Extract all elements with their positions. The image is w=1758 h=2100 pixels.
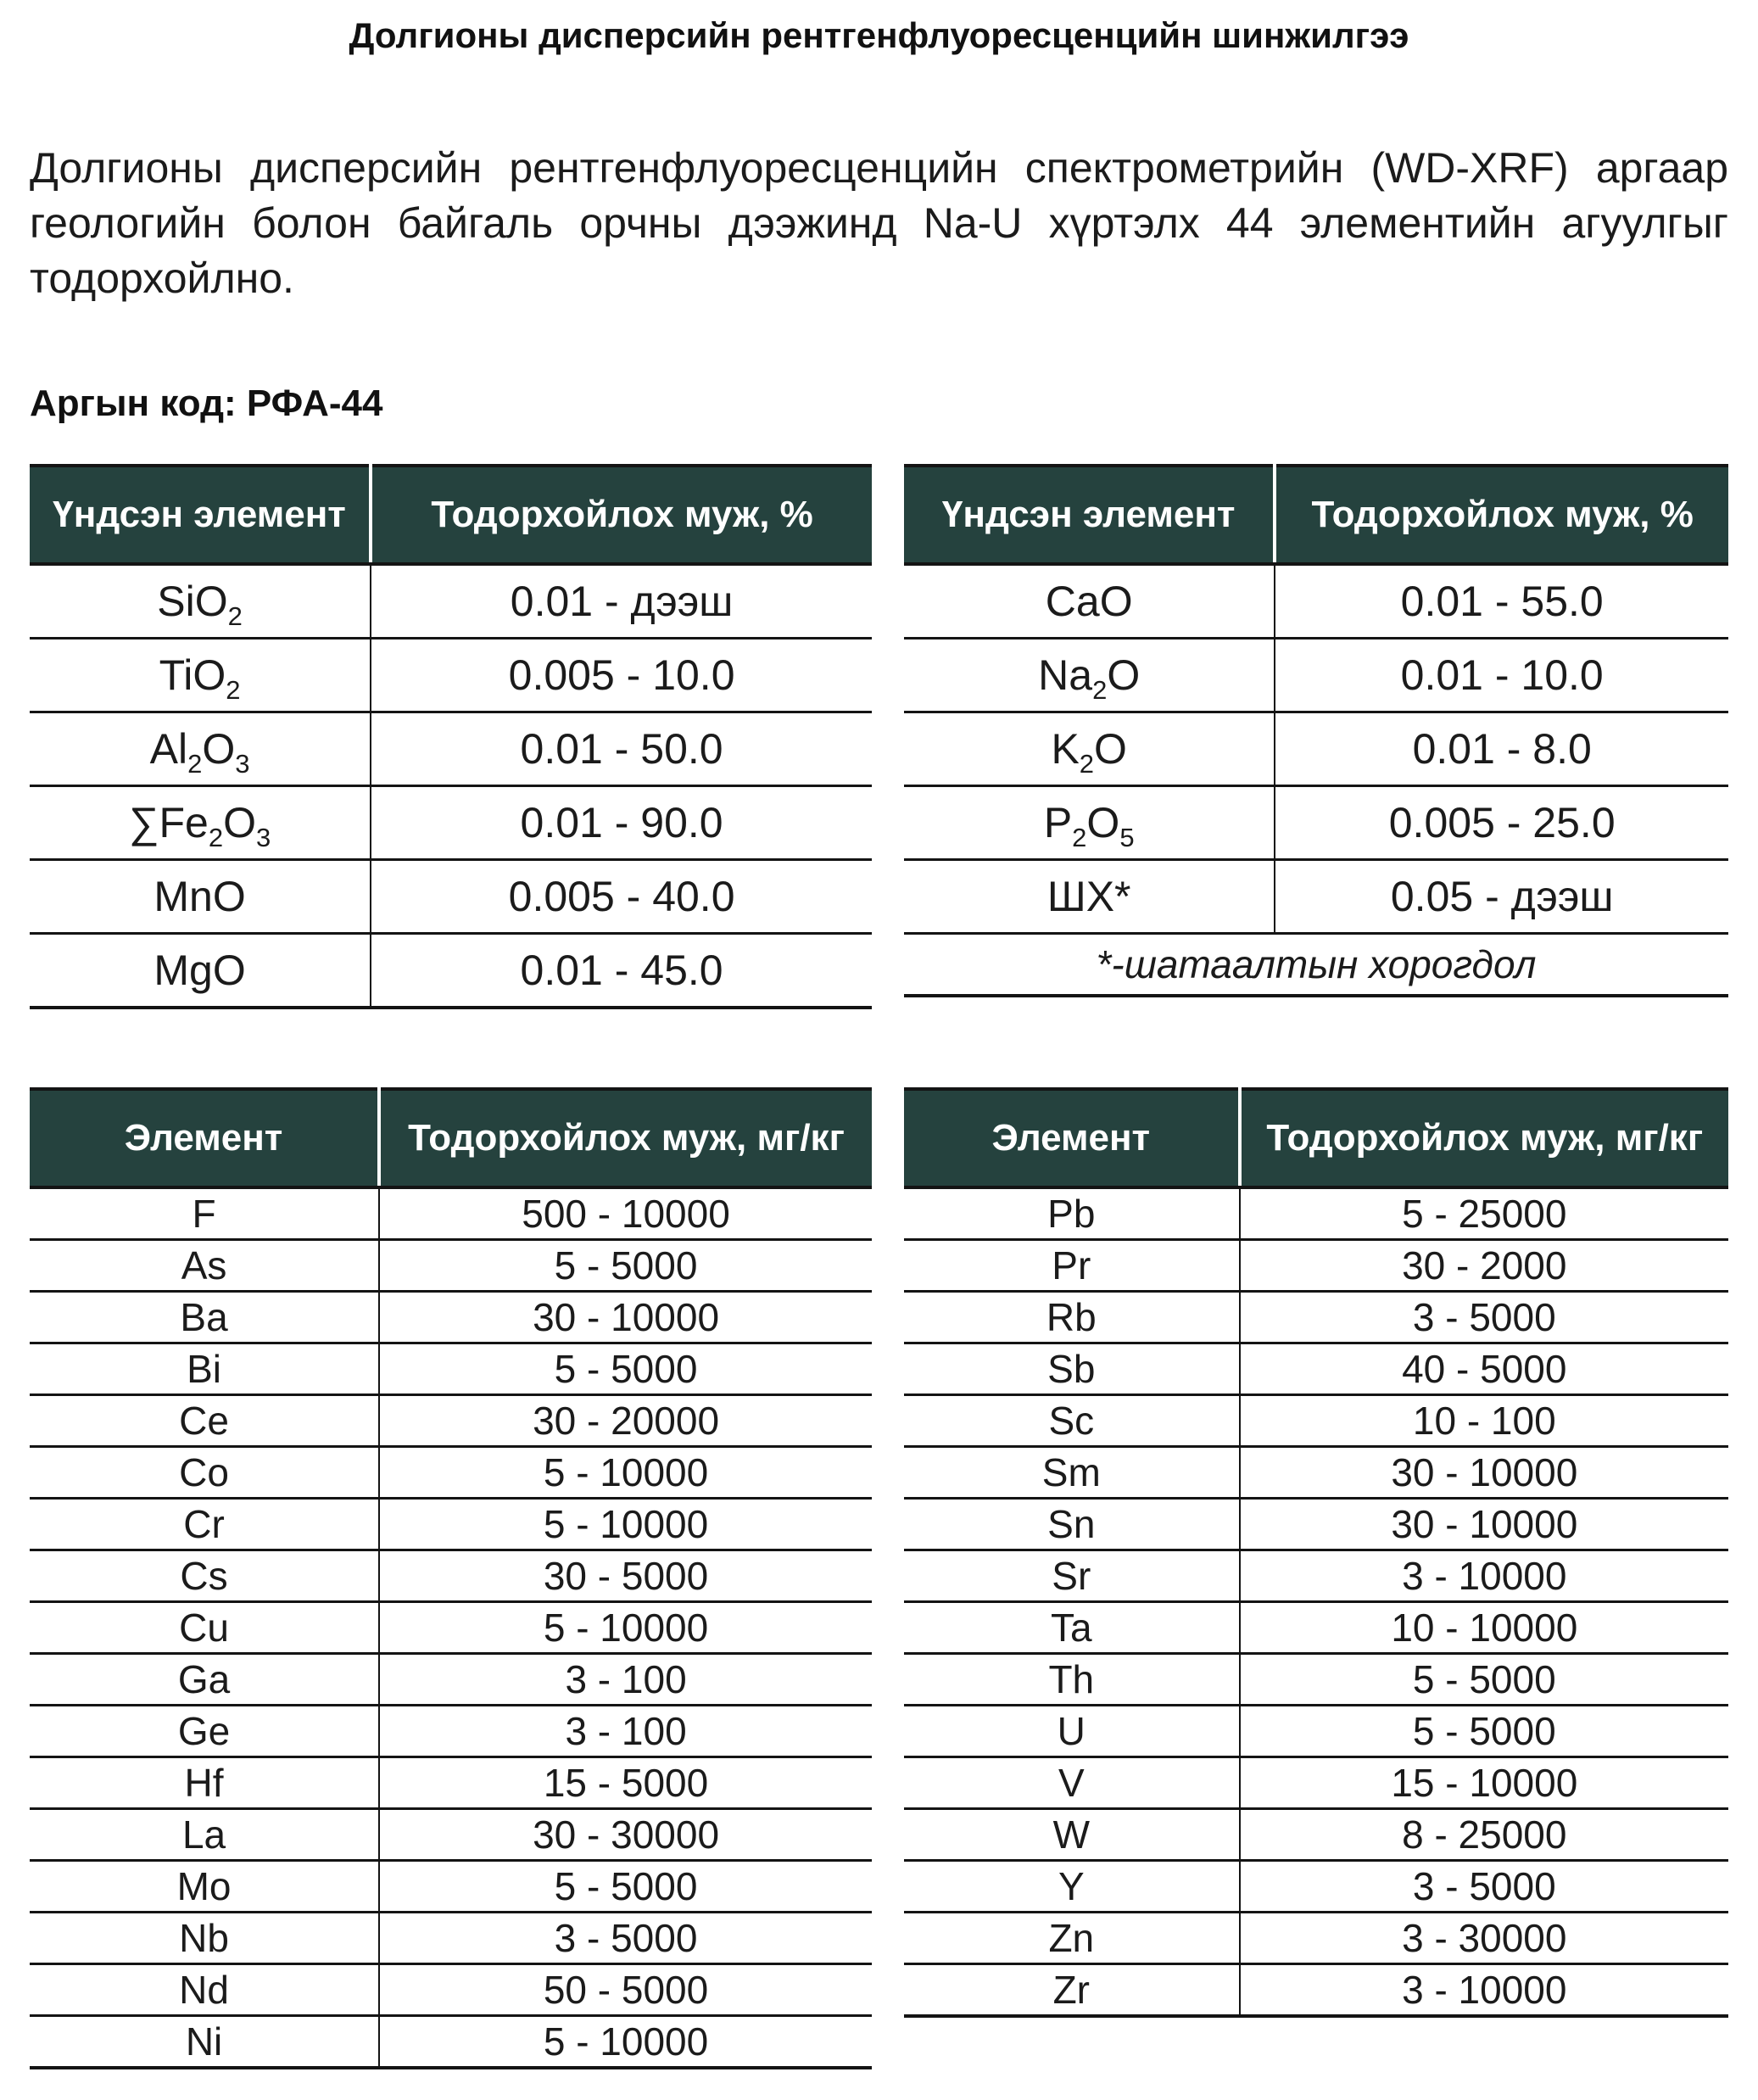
table-row: [904, 1550, 1728, 1602]
element-cell: Sb: [904, 1343, 1240, 1395]
range-cell: 10 - 100: [1240, 1395, 1728, 1447]
element-cell: Sn: [904, 1499, 1240, 1550]
range-cell: 5 - 10000: [379, 1499, 872, 1550]
element-cell: Ce: [30, 1395, 379, 1447]
column-header-element: Элемент: [904, 1089, 1240, 1187]
element-cell: Ba: [30, 1292, 379, 1343]
table-row: [904, 1654, 1728, 1706]
element-cell: Ni: [30, 2016, 379, 2069]
table-header: [904, 1089, 1728, 1187]
trace-elements-table-right: [904, 1087, 1728, 2018]
document-page: [0, 14, 1758, 2100]
header-row: [904, 1089, 1728, 1187]
header-row: [30, 1089, 872, 1187]
element-cell: V: [904, 1757, 1240, 1809]
range-cell: 30 - 2000: [1240, 1240, 1728, 1292]
range-cell: 5 - 5000: [379, 1343, 872, 1395]
table-row: [904, 1499, 1728, 1550]
element-cell: Ta: [904, 1602, 1240, 1654]
range-cell: 3 - 5000: [379, 1913, 872, 1964]
method-code-label: Аргын код: РФА-44: [30, 383, 383, 424]
range-cell: 0.01 - 10.0: [1275, 639, 1728, 712]
element-cell: $Al_2O_3$: [30, 712, 371, 786]
table-row: [30, 1550, 872, 1602]
element-cell: CaO: [904, 564, 1275, 639]
table-body: [904, 1187, 1728, 2016]
header-row: [30, 466, 872, 564]
element-cell: Rb: [904, 1292, 1240, 1343]
table-body: [30, 564, 872, 1008]
element-cell: Co: [30, 1447, 379, 1499]
column-header-element: Элемент: [30, 1089, 379, 1187]
element-cell: Bi: [30, 1343, 379, 1395]
range-cell: 5 - 10000: [379, 1602, 872, 1654]
element-cell: Mo: [30, 1861, 379, 1913]
table-row: [30, 786, 872, 860]
table-row: [30, 639, 872, 712]
column-header-range: Тодорхойлох муж, %: [371, 466, 872, 564]
element-cell: $Na_2O$: [904, 639, 1275, 712]
table-row: [904, 1343, 1728, 1395]
range-cell: 15 - 5000: [379, 1757, 872, 1809]
range-cell: 30 - 20000: [379, 1395, 872, 1447]
range-cell: 15 - 10000: [1240, 1757, 1728, 1809]
element-cell: Sm: [904, 1447, 1240, 1499]
footnote-row: [904, 934, 1728, 997]
element-cell: Sc: [904, 1395, 1240, 1447]
table-row: [30, 1757, 872, 1809]
table-row: [30, 1809, 872, 1861]
range-cell: 3 - 100: [379, 1654, 872, 1706]
range-cell: 30 - 10000: [1240, 1499, 1728, 1550]
element-cell: Zr: [904, 1964, 1240, 2017]
table-row: [30, 712, 872, 786]
range-cell: 5 - 10000: [379, 2016, 872, 2069]
range-cell: 5 - 5000: [379, 1861, 872, 1913]
trace-elements-table-left: [30, 1087, 872, 2069]
element-cell: SiO$_2$: [30, 564, 371, 639]
table-body: [30, 1187, 872, 2068]
element-cell: As: [30, 1240, 379, 1292]
range-cell: 500 - 10000: [379, 1187, 872, 1240]
table-row: [904, 639, 1728, 712]
table-row: [904, 564, 1728, 639]
range-cell: 0.01 - 8.0: [1275, 712, 1728, 786]
range-cell: 0.005 - 25.0: [1275, 786, 1728, 860]
table-row: [904, 860, 1728, 934]
range-cell: 0.005 - 40.0: [371, 860, 872, 934]
table-row: [30, 2016, 872, 2069]
table-row: [904, 712, 1728, 786]
range-cell: 5 - 5000: [379, 1240, 872, 1292]
element-cell: $K_2O$: [904, 712, 1275, 786]
table-footnote: *-шатаалтын хорогдол: [904, 934, 1728, 997]
major-elements-tables-row: [30, 464, 1728, 1009]
table-row: [904, 1395, 1728, 1447]
table-row: [904, 1964, 1728, 2017]
range-cell: 3 - 100: [379, 1706, 872, 1757]
table-row: [30, 1499, 872, 1550]
element-cell: La: [30, 1809, 379, 1861]
range-cell: 5 - 25000: [1240, 1187, 1728, 1240]
range-cell: 3 - 5000: [1240, 1861, 1728, 1913]
table-row: [904, 1706, 1728, 1757]
element-cell: Hf: [30, 1757, 379, 1809]
range-cell: 5 - 5000: [1240, 1706, 1728, 1757]
element-cell: Cu: [30, 1602, 379, 1654]
element-cell: Nb: [30, 1913, 379, 1964]
table-row: [30, 860, 872, 934]
table-row: [904, 1187, 1728, 1240]
column-header-range: Тодорхойлох муж, мг/кг: [1240, 1089, 1728, 1187]
table-row: [30, 564, 872, 639]
range-cell: 30 - 10000: [1240, 1447, 1728, 1499]
table-row: [904, 1447, 1728, 1499]
table-row: [904, 1602, 1728, 1654]
element-cell: Pr: [904, 1240, 1240, 1292]
table-row: [30, 1861, 872, 1913]
range-cell: 8 - 25000: [1240, 1809, 1728, 1861]
table-header: [30, 466, 872, 564]
range-cell: 3 - 5000: [1240, 1292, 1728, 1343]
range-cell: 5 - 5000: [1240, 1654, 1728, 1706]
table-row: [30, 1240, 872, 1292]
element-cell: Nd: [30, 1964, 379, 2016]
element-cell: Y: [904, 1861, 1240, 1913]
table-header: [30, 1089, 872, 1187]
column-header-element: Үндсэн элемент: [30, 466, 371, 564]
table-row: [30, 1602, 872, 1654]
major-elements-table-right: [904, 464, 1728, 997]
element-cell: Sr: [904, 1550, 1240, 1602]
range-cell: 3 - 30000: [1240, 1913, 1728, 1964]
column-header-range: Тодорхойлох муж, мг/кг: [379, 1089, 872, 1187]
table-row: [30, 1654, 872, 1706]
table-row: [904, 1913, 1728, 1964]
table-row: [904, 1292, 1728, 1343]
range-cell: 0.005 - 10.0: [371, 639, 872, 712]
table-row: [904, 786, 1728, 860]
element-cell: Pb: [904, 1187, 1240, 1240]
range-cell: 0.01 - 55.0: [1275, 564, 1728, 639]
table-row: [904, 1809, 1728, 1861]
element-cell: MgO: [30, 934, 371, 1008]
range-cell: 0.01 - 90.0: [371, 786, 872, 860]
table-row: [30, 1343, 872, 1395]
range-cell: 30 - 10000: [379, 1292, 872, 1343]
range-cell: 0.01 - дээш: [371, 564, 872, 639]
range-cell: 40 - 5000: [1240, 1343, 1728, 1395]
header-row: [904, 466, 1728, 564]
range-cell: 3 - 10000: [1240, 1550, 1728, 1602]
table-row: [30, 934, 872, 1008]
table-row: [30, 1447, 872, 1499]
column-header-element: Үндсэн элемент: [904, 466, 1275, 564]
intro-paragraph: Долгионы дисперсийн рентгенфлуоресценцийн спектрометрийн (WD-XRF) аргаар геологийн болон байгаль орчны дээжинд Na-U хүртэлх 44 элементийн агуулгыг тодорхойлно.: [30, 144, 1728, 302]
element-cell: Ga: [30, 1654, 379, 1706]
element-cell: Ge: [30, 1706, 379, 1757]
element-cell: W: [904, 1809, 1240, 1861]
range-cell: 0.01 - 45.0: [371, 934, 872, 1008]
element-cell: Cr: [30, 1499, 379, 1550]
range-cell: 5 - 10000: [379, 1447, 872, 1499]
page-title: Долгионы дисперсийн рентгенфлуоресценцийн шинжилгээ: [349, 15, 1409, 55]
table-row: [904, 1757, 1728, 1809]
element-cell: Cs: [30, 1550, 379, 1602]
element-cell: MnO: [30, 860, 371, 934]
table-header: [904, 466, 1728, 564]
range-cell: 0.05 - дээш: [1275, 860, 1728, 934]
table-row: [30, 1913, 872, 1964]
element-cell: Zn: [904, 1913, 1240, 1964]
element-cell: TiO$_2$: [30, 639, 371, 712]
range-cell: 30 - 30000: [379, 1809, 872, 1861]
range-cell: 0.01 - 50.0: [371, 712, 872, 786]
range-cell: 3 - 10000: [1240, 1964, 1728, 2017]
element-cell: U: [904, 1706, 1240, 1757]
table-row: [30, 1187, 872, 1240]
range-cell: 50 - 5000: [379, 1964, 872, 2016]
element-cell: Th: [904, 1654, 1240, 1706]
element-cell: F: [30, 1187, 379, 1240]
column-header-range: Тодорхойлох муж, %: [1275, 466, 1728, 564]
table-row: [904, 1861, 1728, 1913]
trace-elements-tables-row: [30, 1087, 1728, 2069]
table-row: [30, 1395, 872, 1447]
major-elements-table-left: [30, 464, 872, 1009]
table-row: [904, 1240, 1728, 1292]
range-cell: 10 - 10000: [1240, 1602, 1728, 1654]
table-row: [30, 1706, 872, 1757]
element-cell: $P_2O_5$: [904, 786, 1275, 860]
table-row: [30, 1292, 872, 1343]
element-cell: $\sum Fe_2O_3$: [30, 786, 371, 860]
range-cell: 30 - 5000: [379, 1550, 872, 1602]
element-cell: ШХ*: [904, 860, 1275, 934]
table-body: [904, 564, 1728, 996]
table-row: [30, 1964, 872, 2016]
